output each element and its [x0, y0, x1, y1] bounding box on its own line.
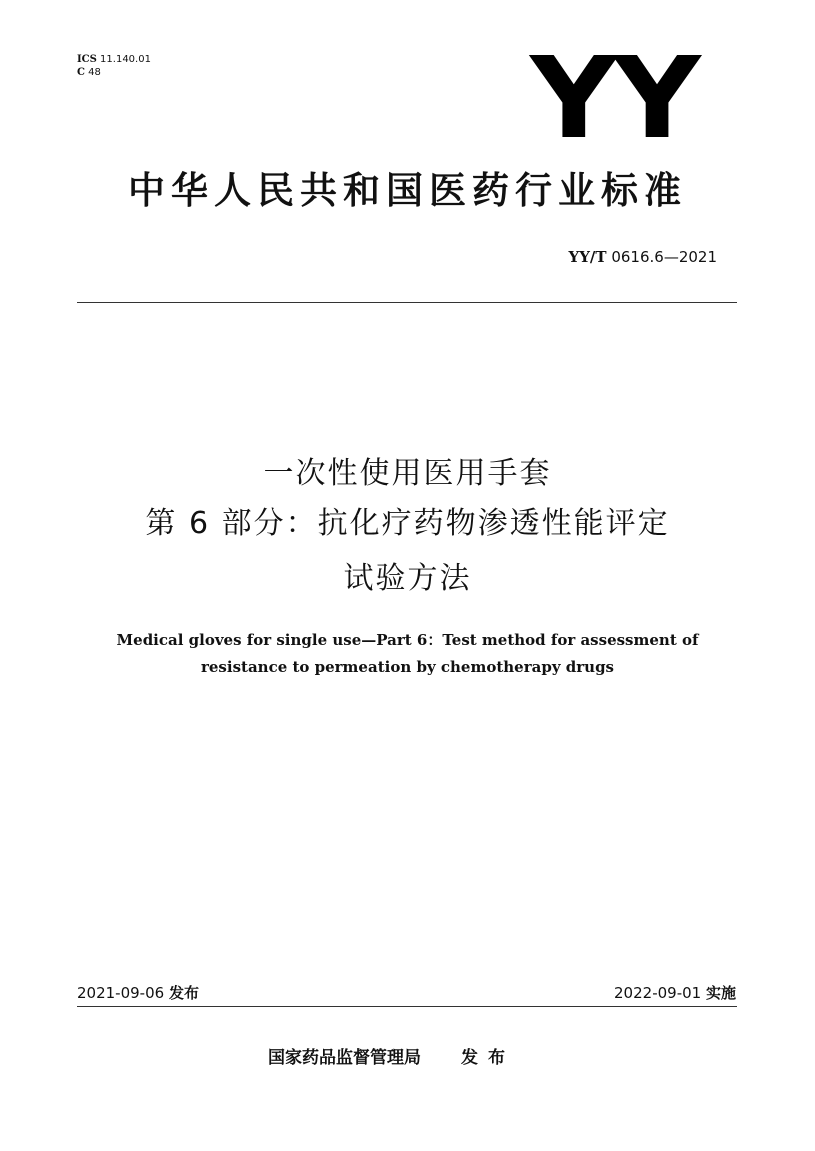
issuer-name: 国家药品监督管理局	[268, 1048, 421, 1068]
ccs-code: 48	[88, 67, 101, 78]
title-zh-line3: 试验方法	[343, 561, 472, 596]
ics-line	[77, 53, 151, 66]
issuer-action: 发布	[461, 1048, 515, 1068]
implement-date-value: 2022-09-01	[614, 984, 702, 1002]
yy-logo: YY	[530, 34, 697, 164]
title-en-line2: resistance to permeation by chemotherapy drugs	[200, 658, 614, 676]
top-divider	[77, 302, 737, 303]
issuing-body	[268, 1046, 515, 1070]
ccs-label: C	[77, 67, 85, 78]
ccs-line	[77, 66, 151, 79]
standard-prefix: YY/T	[568, 248, 607, 266]
issue-date-value: 2021-09-06	[77, 984, 165, 1002]
ics-label: ICS	[77, 54, 97, 65]
implementation-date	[614, 983, 736, 1003]
classification-codes	[77, 53, 151, 79]
issue-date	[77, 983, 199, 1003]
standard-code: 0616.6—2021	[611, 248, 717, 266]
issue-label: 发布	[168, 984, 199, 1002]
implement-label: 实施	[705, 984, 736, 1002]
title-en-line1: Medical gloves for single use—Part 6：Test method for assessment of	[116, 631, 699, 649]
bottom-divider	[77, 1006, 737, 1007]
standard-number	[568, 247, 717, 267]
ics-code: 11.140.01	[100, 54, 151, 65]
standard-authority: 中华人民共和国医药行业标准	[128, 169, 687, 212]
title-zh-line1: 一次性使用医用手套	[263, 456, 552, 491]
title-zh-line2: 第 6 部分：抗化疗药物渗透性能评定	[145, 506, 670, 541]
